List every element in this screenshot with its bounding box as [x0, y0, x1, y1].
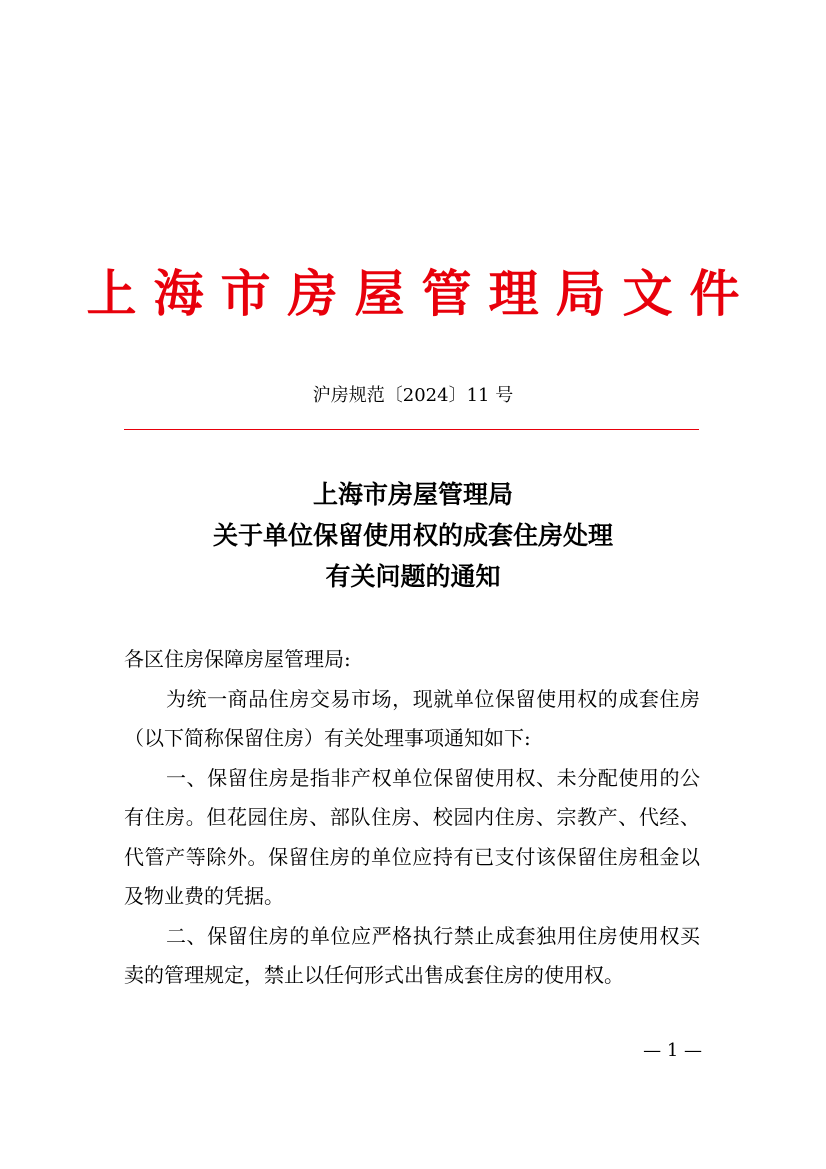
- notice-title-line-3: 有关问题的通知: [325, 562, 501, 591]
- masthead-title: 上海市房屋管理局文件: [86, 264, 757, 323]
- notice-title: [0, 474, 826, 597]
- intro-paragraph: 为统一商品住房交易市场，现就单位保留使用权的成套住房（以下简称保留住房）有关处理事项通知如下:: [124, 686, 700, 750]
- notice-body: [124, 640, 700, 996]
- notice-title-line-2: 关于单位保留使用权的成套住房处理: [212, 521, 613, 550]
- notice-title-line-1: 上海市房屋管理局: [312, 480, 513, 509]
- red-divider-line: [124, 429, 699, 430]
- document-number: 沪房规范〔2024〕11 号: [312, 385, 514, 406]
- item-2-paragraph: 二、保留住房的单位应严格执行禁止成套独用住房使用权买卖的管理规定，禁止以任何形式出售成套住房的使用权。: [124, 923, 700, 987]
- item-1-paragraph: 一、保留住房是指非产权单位保留使用权、未分配使用的公有住房。但花园住房、部队住房、校园内住房、宗教产、代经、代管产等除外。保留住房的单位应持有已支付该保留住房租金以及物业费的凭据。: [124, 765, 700, 908]
- page-number: — 1 —: [643, 1040, 702, 1061]
- salutation: 各区住房保障房屋管理局:: [124, 647, 351, 671]
